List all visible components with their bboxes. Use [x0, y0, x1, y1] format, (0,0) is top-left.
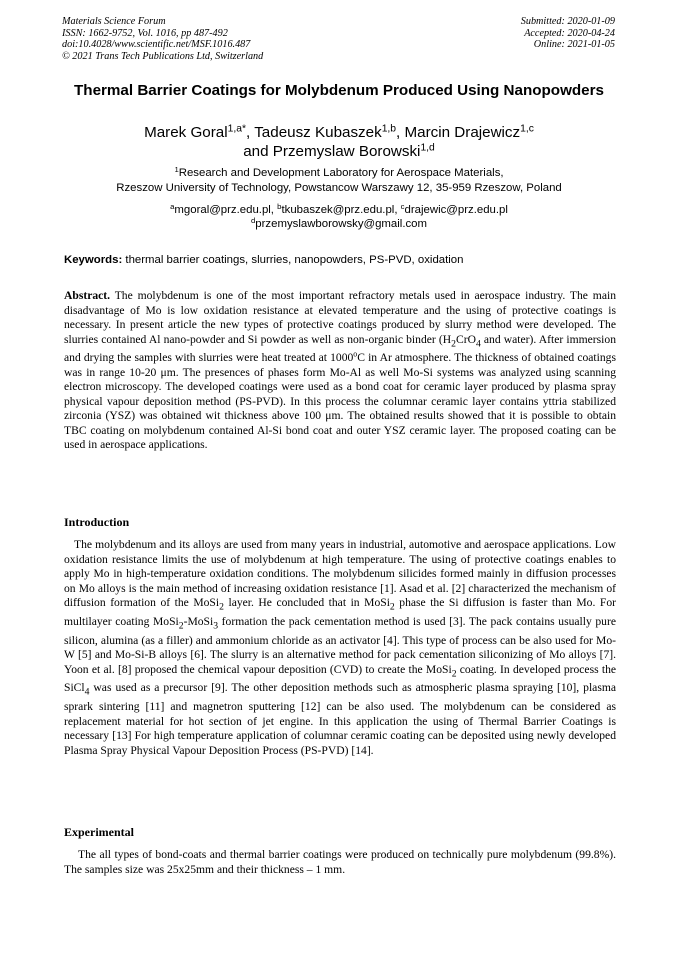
- subscript: 2: [451, 337, 456, 349]
- body-text: phase the Si diffusion is faster than Mo. For multilayer coating MoSi: [64, 596, 616, 628]
- abstract-text: C in Ar atmosphere. The thickness of obtained coatings was in range 10-20 μm. The presences of phases form Mo-Al as well Mo-Si systems was analyzed using scanning electron microscopy. The developed coatings were used as a bond coat for ceramic layer produced by plasma spray physical vapour deposition method (PS-PVD). In this process the columnar ceramic layer contains yttria stabilized zirconia (YSZ) was obtained wit thickness above 100 μm. The obtained results showed that it is possible to obtain TBC coating on molybdenum contained Al-Si bond coat and outer YSZ ceramic layer. The proposed coating can be used in aerospace applications.: [64, 351, 616, 452]
- author-separator: ,: [246, 124, 255, 141]
- affiliation-line: Rzeszow University of Technology, Powstancow Warszawy 12, 35-959 Rzeszow, Poland: [116, 181, 562, 194]
- keywords-text: thermal barrier coatings, slurries, nanopowders, PS-PVD, oxidation: [122, 254, 464, 266]
- author-separator: ,: [396, 124, 405, 141]
- body-text: coating. In developed process the SiCl: [64, 662, 617, 695]
- journal-name: Materials Science Forum: [62, 16, 166, 27]
- experimental-paragraph: The all types of bond-coats and thermal barrier coatings were produced on technically pure molybdenum (99.8%). The samples size was 25x25mm and their thickness – 1 mm.: [64, 848, 616, 876]
- author-name: Przemyslaw Borowski: [272, 142, 421, 160]
- subscript: 4: [84, 686, 90, 698]
- abstract-text: and water). After immersion and drying the samples with slurries were heat treated at 1000: [64, 332, 616, 365]
- author-name: Marcin Drajewicz: [404, 124, 521, 141]
- subscript: 2: [219, 601, 224, 613]
- paper-title: Thermal Barrier Coatings for Molybdenum Produced Using Nanopowders: [74, 82, 604, 99]
- subscript: 4: [475, 337, 481, 349]
- author-affiliation-mark: 1,b: [381, 123, 397, 135]
- email-link[interactable]: tkubaszek@prz.edu.pl,: [281, 204, 401, 216]
- superscript: o: [353, 349, 358, 359]
- author-name: Tadeusz Kubaszek: [254, 124, 382, 141]
- email-link[interactable]: drajewic@prz.edu.pl: [404, 204, 508, 216]
- body-text: -MoSi: [183, 614, 214, 628]
- email-mark: b: [277, 201, 282, 211]
- affiliation-mark: 1: [174, 164, 179, 174]
- submitted-date: Submitted: 2020-01-09: [520, 16, 615, 27]
- affiliation-line: Research and Development Laboratory for Aerospace Materials,: [178, 167, 504, 179]
- body-text: was used as a precursor [9]. The other deposition methods such as atmospheric plasma spraying [10], plasma sprark sintering [11] and magnetron sputtering [12] can be also used. The molybdenum can be considered as replacement material for hot section of jet engine. In this application the using of Thermal Barrier Coatings is necessary [13] For high temperature application of columnar ceramic coating can be deposited using newly developed Plasma Spray Physical Vapour Deposition Process (PS-PVD) [14].: [64, 681, 616, 757]
- abstract-text: CrO: [455, 332, 476, 346]
- subscript: 2: [451, 667, 457, 679]
- abstract-label: Abstract.: [64, 289, 111, 302]
- email-mark: d: [250, 215, 256, 225]
- author-separator: and: [243, 142, 273, 160]
- author-name: Marek Goral: [144, 124, 228, 141]
- subscript: 3: [213, 620, 219, 632]
- email-mark: c: [400, 201, 405, 211]
- subscript: 2: [389, 601, 395, 613]
- abstract-text: The molybdenum is one of the most important refractory metals used in aerospace industry. The main disadvantage of Mo is low oxidation resistance at elevated temperature and the using of protective coatings is necessary. In present article the new types of protective coatings produced by slurry method were developed. The slurries contained Al nano-powder and Si powder as well as non-organic binder (H: [64, 289, 616, 346]
- journal-issn: ISSN: 1662-9752, Vol. 1016, pp 487-492: [62, 27, 228, 39]
- affiliation: [62, 166, 616, 196]
- author-affiliation-mark: 1,c: [520, 123, 534, 135]
- section-heading-experimental: Experimental: [64, 825, 134, 839]
- journal-doi: doi:10.4028/www.scientific.net/MSF.1016.487: [62, 39, 251, 51]
- abstract-paragraph: [64, 289, 616, 453]
- body-text: layer. He concluded that in MoSi: [223, 596, 390, 609]
- keywords-label: Keywords:: [64, 254, 123, 266]
- keywords: [64, 253, 616, 267]
- submission-dates: [521, 16, 615, 51]
- section-heading-introduction: Introduction: [64, 515, 130, 529]
- email-link[interactable]: mgoral@prz.edu.pl,: [174, 204, 278, 216]
- body-text: formation the pack cementation method is used [3]. The pack contains usually pure silicon, alumina (as a filler) and ammonium chloride as an activator [4]. This type of process can be also used for Mo-W [5] and Mo-Si-B alloys [6]. The slurry is an alternative method for pack cementation siliconizing of Mo alloys [7]. Yoon et al. [8] proposed the chemical vapour deposition (CVD) to create the MoSi: [64, 614, 616, 676]
- email-link[interactable]: przemyslawborowsky@gmail.com: [255, 218, 428, 231]
- online-date: Online: 2021-01-05: [533, 39, 615, 51]
- author-affiliation-mark: 1,d: [420, 141, 435, 153]
- accepted-date: Accepted: 2020-04-24: [524, 27, 615, 39]
- email-mark: a: [170, 201, 175, 211]
- introduction-paragraph: [64, 538, 616, 758]
- author-emails: [62, 203, 616, 231]
- author-list: [62, 124, 616, 161]
- journal-copyright: © 2021 Trans Tech Publications Ltd, Switzerland: [62, 50, 264, 62]
- subscript: 2: [178, 620, 184, 632]
- author-affiliation-mark: 1,a*: [227, 123, 247, 135]
- body-text: The molybdenum and its alloys are used from many years in industrial, automotive and aerospace applications. Low oxidation resistance limits the use of molybdenum at high temperature. The using of protective coatings enables to apply Mo in high-temperature oxidation conditions. The molybdenum silicides formed mainly in diffusion processes on Mo alloys is the main method of increasing oxidation resistance [1]. Asad et al. [2] characterized the mechanism of diffusion formation of the MoSi: [64, 538, 616, 609]
- journal-info: [62, 16, 263, 62]
